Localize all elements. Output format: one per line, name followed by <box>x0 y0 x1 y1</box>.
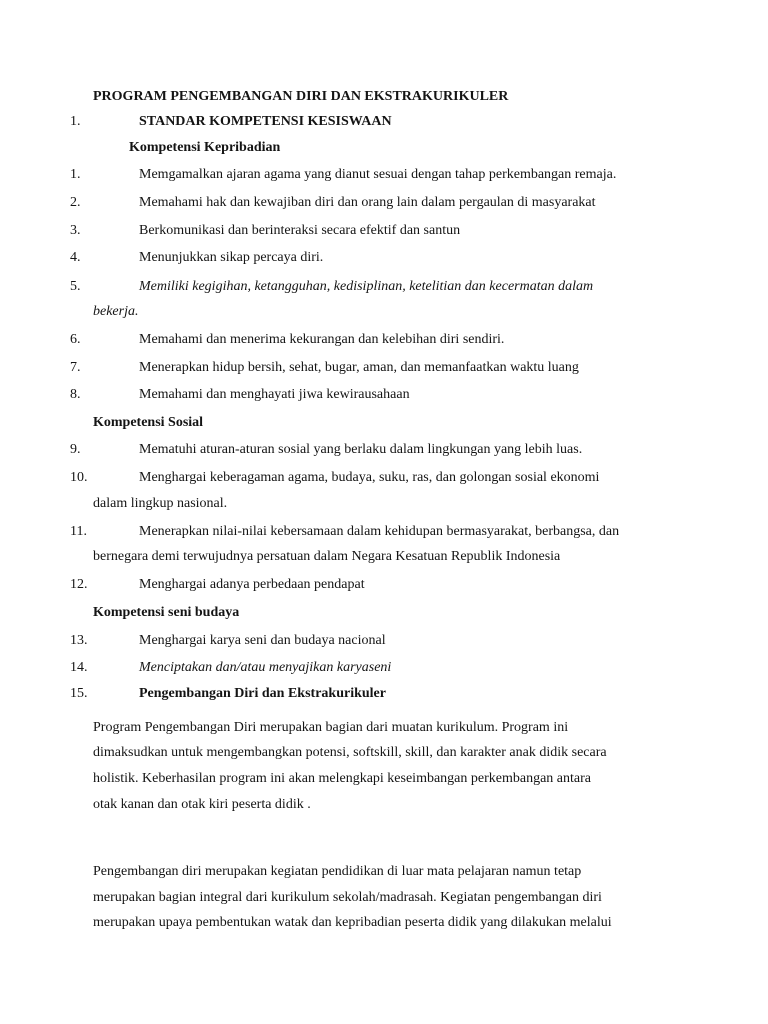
list-item-number: 6. <box>70 332 81 347</box>
list-item-number: 3. <box>70 223 81 238</box>
list-item-number: 1. <box>70 167 81 182</box>
paragraph-line: dimaksudkan untuk mengembangkan potensi, softskill, skill, dan karakter anak didik secara <box>93 745 607 760</box>
list-item-text: Mematuhi aturan-aturan sosial yang berlaku dalam lingkungan yang lebih luas. <box>139 442 583 457</box>
list-item-number: 15. <box>70 686 88 701</box>
list-item-text: Memahami dan menghayati jiwa kewirausahaan <box>139 387 410 402</box>
list-item-text: Berkomunikasi dan berinteraksi secara efektif dan santun <box>139 223 461 238</box>
paragraph-line: merupakan upaya pembentukan watak dan kepribadian peserta didik yang dilakukan melalui <box>93 915 612 930</box>
list-item-text: Menerapkan nilai-nilai kebersamaan dalam kehidupan bermasyarakat, berbangsa, dan <box>139 524 620 539</box>
list-item-number: 2. <box>70 195 81 210</box>
list-item-text: Menghargai keberagaman agama, budaya, suku, ras, dan golongan sosial ekonomi <box>139 470 600 485</box>
list-item-number: 8. <box>70 387 81 402</box>
paragraph-line: otak kanan dan otak kiri peserta didik . <box>93 797 311 812</box>
list-item-number: 9. <box>70 442 81 457</box>
list-item-text: Memahami dan menerima kekurangan dan kelebihan diri sendiri. <box>139 332 505 347</box>
paragraph-line: Pengembangan diri merupakan kegiatan pendidikan di luar mata pelajaran namun tetap <box>93 864 582 879</box>
document-title: PROGRAM PENGEMBANGAN DIRI DAN EKSTRAKURIKULER <box>93 89 509 104</box>
list-item-text: Pengembangan Diri dan Ekstrakurikuler <box>139 686 386 701</box>
list-item-text: Menciptakan dan/atau menyajikan karyaseni <box>139 660 392 675</box>
list-item-text: Menunjukkan sikap percaya diri. <box>139 250 324 265</box>
list-item-continuation: dalam lingkup nasional. <box>93 496 228 511</box>
list-item-text: Menghargai karya seni dan budaya nacional <box>139 633 386 648</box>
list-item-number: 11. <box>70 524 87 539</box>
list-item-number: 5. <box>70 279 81 294</box>
list-item-number: 14. <box>70 660 88 675</box>
list-item-number: 4. <box>70 250 81 265</box>
subheading-seni-budaya: Kompetensi seni budaya <box>93 605 240 620</box>
list-item-number: 13. <box>70 633 88 648</box>
subheading-sosial: Kompetensi Sosial <box>93 415 204 430</box>
list-item-text: Memiliki kegigihan, ketangguhan, kedisiplinan, ketelitian dan kecermatan dalam <box>139 279 594 294</box>
section-number: 1. <box>70 114 81 129</box>
list-item-text: Menghargai adanya perbedaan pendapat <box>139 577 365 592</box>
list-item-text: Memgamalkan ajaran agama yang dianut sesuai dengan tahap perkembangan remaja. <box>139 167 617 182</box>
paragraph-line: holistik. Keberhasilan program ini akan melengkapi keseimbangan perkembangan antara <box>93 771 591 786</box>
paragraph-line: Program Pengembangan Diri merupakan bagian dari muatan kurikulum. Program ini <box>93 720 569 735</box>
list-item-continuation: bernegara demi terwujudnya persatuan dalam Negara Kesatuan Republik Indonesia <box>93 549 561 564</box>
list-item-number: 12. <box>70 577 88 592</box>
list-item-number: 7. <box>70 360 81 375</box>
list-item-continuation: bekerja. <box>93 304 139 319</box>
list-item-number: 10. <box>70 470 88 485</box>
section-heading: STANDAR KOMPETENSI KESISWAAN <box>139 114 392 129</box>
list-item-text: Menerapkan hidup bersih, sehat, bugar, aman, dan memanfaatkan waktu luang <box>139 360 579 375</box>
subheading-kepribadian: Kompetensi Kepribadian <box>129 140 281 155</box>
paragraph-line: merupakan bagian integral dari kurikulum sekolah/madrasah. Kegiatan pengembangan diri <box>93 890 602 905</box>
list-item-text: Memahami hak dan kewajiban diri dan orang lain dalam pergaulan di masyarakat <box>139 195 596 210</box>
